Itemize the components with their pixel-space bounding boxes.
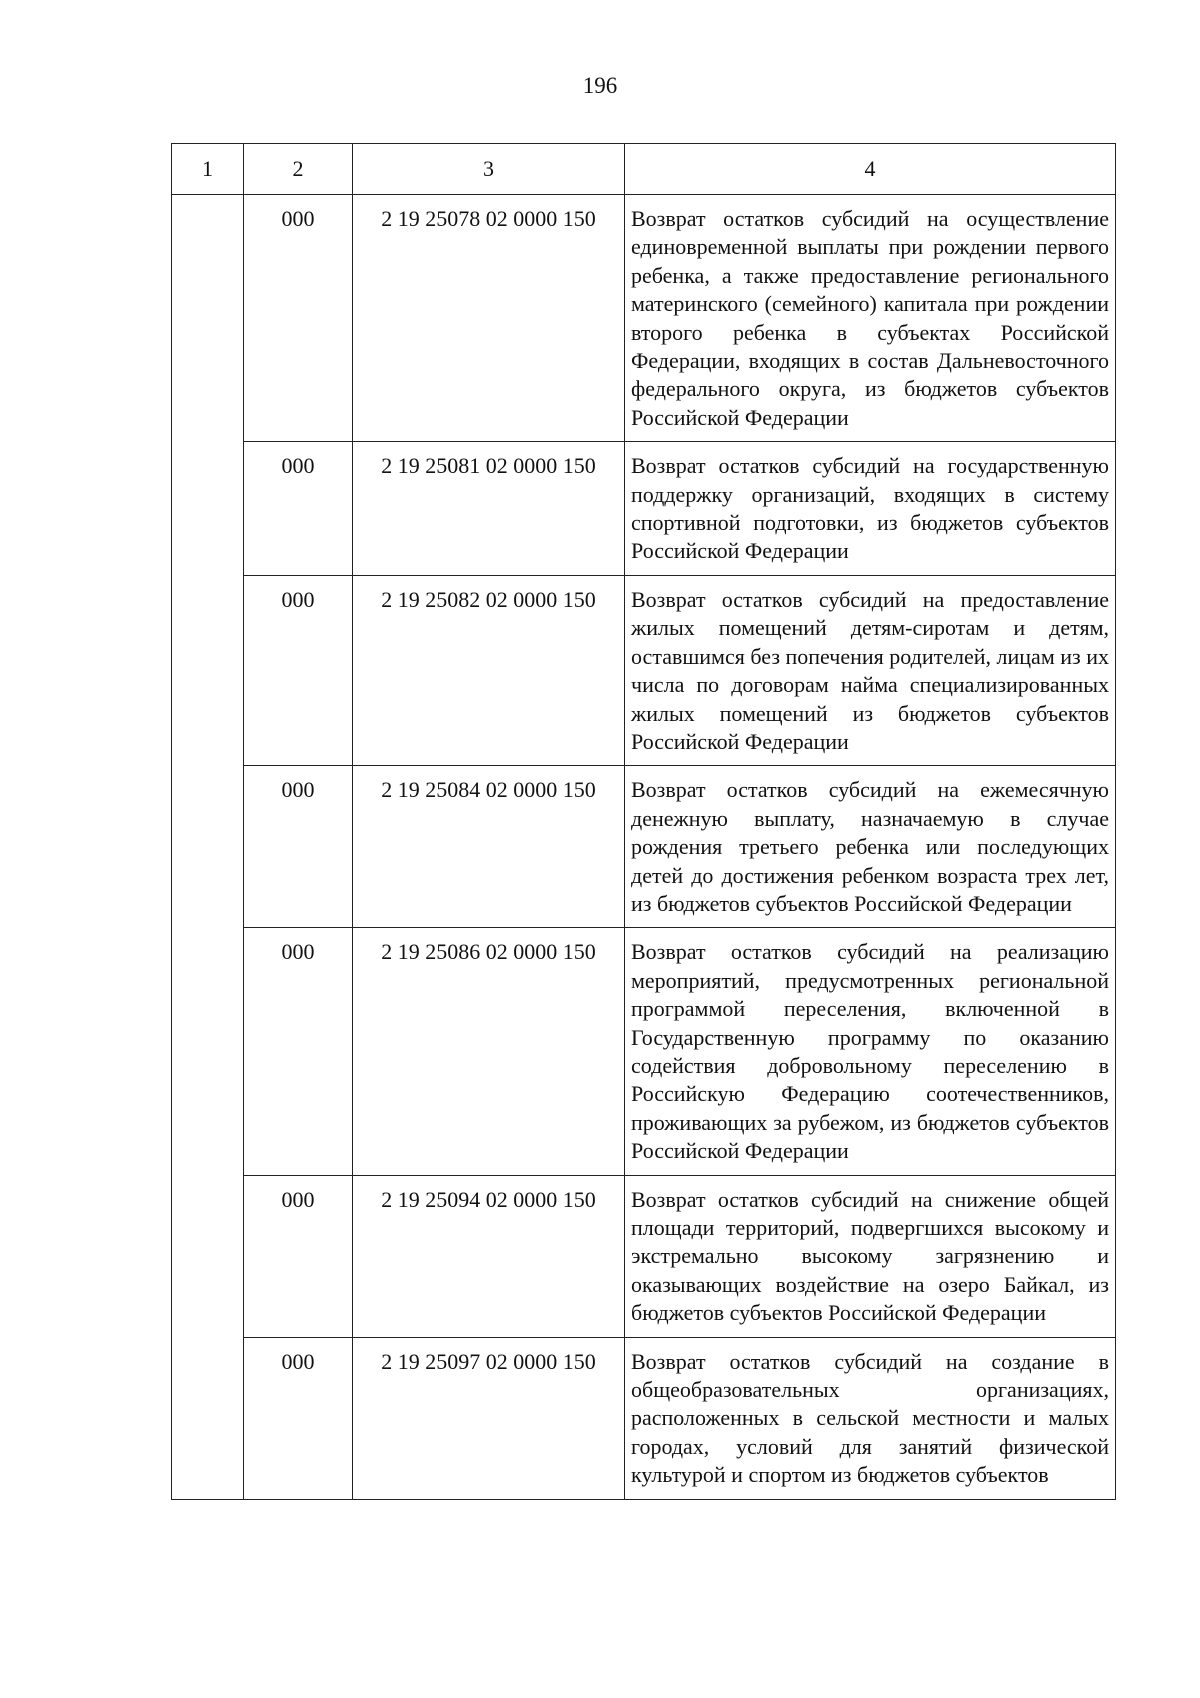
header-row bbox=[172, 144, 1116, 195]
budget-codes-table bbox=[171, 143, 1116, 1500]
row-col-1 bbox=[172, 442, 244, 576]
page-number: 196 bbox=[582, 73, 618, 98]
budget-code: 2 19 25097 02 0000 150 bbox=[353, 1337, 625, 1499]
row-description: Возврат остатков субсидий на предоставление жилых помещений детям-сиротам и детям, оставшимся без попечения родителей, лицам из их числа по договорам найма специализированных жилых помещений из бюджетов субъектов Российской Федерации bbox=[625, 575, 1116, 765]
budget-code: 2 19 25084 02 0000 150 bbox=[353, 766, 625, 928]
header-col-4: 4 bbox=[625, 144, 1116, 195]
budget-code: 2 19 25081 02 0000 150 bbox=[353, 442, 625, 576]
budget-code: 2 19 25094 02 0000 150 bbox=[353, 1175, 625, 1337]
admin-code: 000 bbox=[244, 575, 353, 765]
row-col-1 bbox=[172, 1337, 244, 1499]
row-description: Возврат остатков субсидий на снижение общей площади территорий, подвергшихся высокому и экстремально высокому загрязнению и оказывающих воздействие на озеро Байкал, из бюджетов субъектов Российской Федерации bbox=[625, 1175, 1116, 1337]
row-col-1 bbox=[172, 766, 244, 928]
table-row bbox=[172, 766, 1116, 928]
table-row bbox=[172, 928, 1116, 1175]
admin-code: 000 bbox=[244, 195, 353, 442]
row-col-1 bbox=[172, 928, 244, 1175]
table-row bbox=[172, 575, 1116, 765]
admin-code: 000 bbox=[244, 766, 353, 928]
header-col-1: 1 bbox=[172, 144, 244, 195]
row-description: Возврат остатков субсидий на ежемесячную денежную выплату, назначаемую в случае рождения третьего ребенка или последующих детей до достижения ребенком возраста трех лет, из бюджетов субъектов Российской Федерации bbox=[625, 766, 1116, 928]
row-description: Возврат остатков субсидий на создание в общеобразовательных организациях, расположенных в сельской местности и малых городах, условий для занятий физической культурой и спортом из бюджетов субъектов bbox=[625, 1337, 1116, 1499]
row-description: Возврат остатков субсидий на осуществление единовременной выплаты при рождении первого ребенка, а также предоставление регионального материнского (семейного) капитала при рождении второго ребенка в субъектах Российской Федерации, входящих в состав Дальневосточного федерального округа, из бюджетов субъектов Российской Федерации bbox=[625, 195, 1116, 442]
admin-code: 000 bbox=[244, 1337, 353, 1499]
table-row bbox=[172, 442, 1116, 576]
header-col-3: 3 bbox=[353, 144, 625, 195]
table-row bbox=[172, 1175, 1116, 1337]
table-row bbox=[172, 195, 1116, 442]
admin-code: 000 bbox=[244, 442, 353, 576]
header-col-2: 2 bbox=[244, 144, 353, 195]
admin-code: 000 bbox=[244, 1175, 353, 1337]
row-description: Возврат остатков субсидий на государственную поддержку организаций, входящих в систему спортивной подготовки, из бюджетов субъектов Российской Федерации bbox=[625, 442, 1116, 576]
row-col-1 bbox=[172, 1175, 244, 1337]
budget-code: 2 19 25082 02 0000 150 bbox=[353, 575, 625, 765]
budget-code: 2 19 25078 02 0000 150 bbox=[353, 195, 625, 442]
table-row bbox=[172, 1337, 1116, 1499]
row-description: Возврат остатков субсидий на реализацию мероприятий, предусмотренных региональной программой переселения, включенной в Государственную программу по оказанию содействия добровольному переселению в Российскую Федерацию соотечественников, проживающих за рубежом, из бюджетов субъектов Российской Федерации bbox=[625, 928, 1116, 1175]
table-body bbox=[172, 195, 1116, 1500]
row-col-1 bbox=[172, 195, 244, 442]
row-col-1 bbox=[172, 575, 244, 765]
table-header bbox=[172, 144, 1116, 195]
admin-code: 000 bbox=[244, 928, 353, 1175]
budget-code: 2 19 25086 02 0000 150 bbox=[353, 928, 625, 1175]
